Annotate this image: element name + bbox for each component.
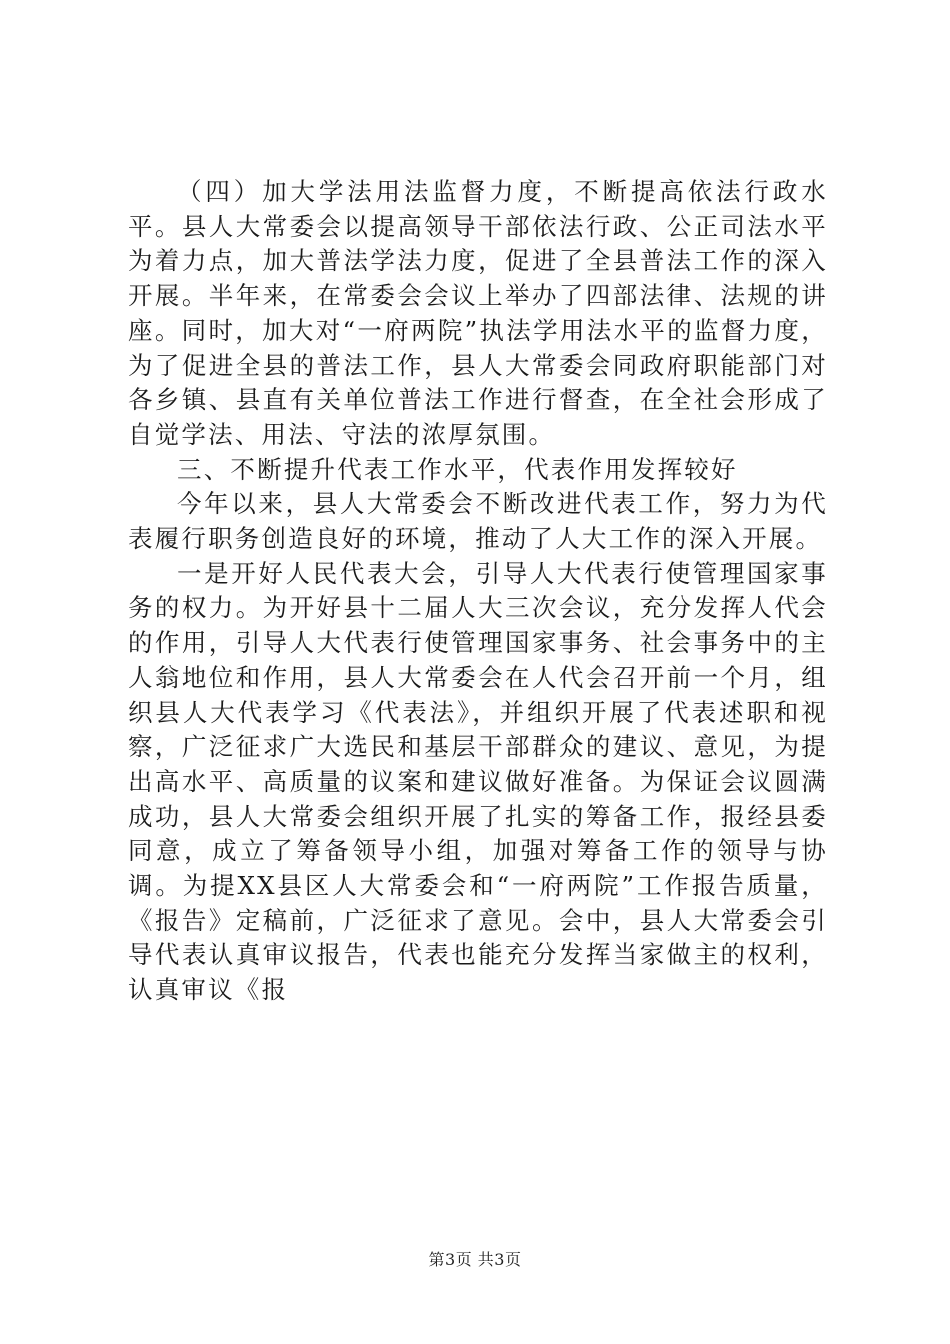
paragraph-supervision: （四）加大学法用法监督力度，不断提高依法行政水平。县人大常委会以提高领导干部依法行政、公正司法水平为着力点，加大普法学法力度，促进了全县普法工作的深入开展。半年来，在常委会会议上举办了四部法律、法规的讲座。同时，加大对“一府两院”执法学用法水平的监督力度，为了促进全县的普法工作，县人大常委会同政府职能部门对各乡镇、县直有关单位普法工作进行督查，在全社会形成了自觉学法、用法、守法的浓厚氛围。 xyxy=(128,177,828,449)
paragraph-people-congress: 一是开好人民代表大会，引导人大代表行使管理国家事务的权力。为开好县十二届人大三次会议，充分发挥人代会的作用，引导人大代表行使管理国家事务、社会事务中的主人翁地位和作用，县人大常委会在人代会召开前一个月，组织县人大代表学习《代表法》，并组织开展了代表述职和视察，广泛征求广大选民和基层干部群众的建议、意见，为提出高水平、高质量的议案和建议做好准备。为保证会议圆满成功，县人大常委会组织开展了扎实的筹备工作，报经县委同意，成立了筹备领导小组，加强对筹备工作的领导与协调。为提XX县区人大常委会和“一府两院”工作报告质量，《报告》定稿前，广泛征求了意见。会中，县人大常委会引导代表认真审议报告，代表也能充分发挥当家做主的权利，认真审议《报 xyxy=(128,558,828,1005)
section-heading-representatives: 三、不断提升代表工作水平，代表作用发挥较好 xyxy=(177,454,738,484)
document-body xyxy=(128,175,828,1008)
page-footer: 第3页 共3页 xyxy=(428,1250,522,1269)
paragraph-representative-work: 今年以来，县人大常委会不断改进代表工作，努力为代表履行职务创造良好的环境，推动了人大工作的深入开展。 xyxy=(128,489,828,554)
